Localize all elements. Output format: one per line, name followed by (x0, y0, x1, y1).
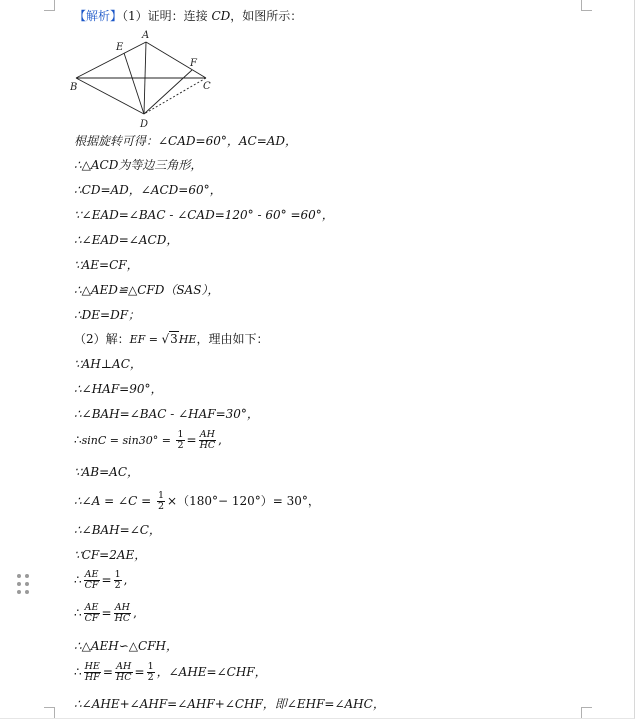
proof-line-1: 根据旋转可得：∠CAD=60°，AC=AD， (74, 134, 298, 148)
fraction-one-half: $\frac{1}{2}$ (177, 429, 184, 451)
fraction-one-half-4: $\frac{1}{2}$ (147, 661, 154, 683)
geometry-diagram (70, 26, 220, 132)
proof-line-20: ∴△AEH∽△CFH， (74, 639, 179, 653)
sqrt-symbol: √3 (161, 332, 178, 346)
proof-line-7: ∴△AED≌△CFD（SAS）， (74, 283, 220, 297)
label-a: A (142, 30, 150, 41)
proof-line-14: ∵AB=AC， (74, 465, 140, 479)
proof-line-22: ∴∠AHE+∠AHF=∠AHF+∠CHF，即∠EHF=∠AHC， (74, 697, 385, 711)
proof-line-21: ∴ $\frac{HE}{HF}$ = $\frac{AH}{HC}$ = $\frac{1}{2}$ ，∠AHE=∠CHF， (74, 661, 267, 683)
fraction-ah-hc: $\frac{AH}{HC}$ (199, 429, 216, 451)
part2-heading: （2）解：EF = √3HE，理由如下： (74, 332, 269, 346)
segment-ba (76, 42, 146, 78)
proof-line-10: ∵AH⊥AC， (74, 357, 142, 371)
proof-line-18: ∴ $\frac{AE}{CF}$ = $\frac{1}{2}$ , (74, 569, 128, 591)
segment-ac (146, 42, 206, 78)
part1-heading: 【解析】（1）证明：连接 CD，如图所示： (74, 9, 303, 23)
proof-line-6: ∵AE=CF， (74, 258, 139, 272)
proof-line-5: ∴∠EAD=∠ACD， (74, 233, 179, 247)
proof-line-16: ∴∠BAH=∠C， (74, 523, 161, 537)
fraction-ae-cf-2: $\frac{AE}{CF}$ (84, 602, 99, 624)
fraction-ah-hc-3: $\frac{AH}{HC}$ (115, 661, 132, 683)
proof-line-13: ∴sinC = sin30° = $\frac{1}{2}$ = $\frac{AH}{HC}$ , (74, 429, 222, 451)
fraction-one-half-3: $\frac{1}{2}$ (114, 569, 121, 591)
proof-line-2: ∴△ACD为等边三角形， (74, 158, 203, 172)
proof-line-3: ∴CD=AD，∠ACD=60°， (74, 183, 222, 197)
segment-fd (144, 70, 192, 114)
analysis-tag: 【解析】 (74, 9, 123, 23)
label-f: F (190, 58, 197, 69)
proof-line-11: ∴∠HAF=90°， (74, 382, 163, 396)
label-d: D (140, 119, 149, 130)
proof-line-15: ∴∠A = ∠C = $\frac{1}{2}$ ×（180°− 120°）= 30°， (74, 490, 320, 512)
fraction-one-half-2: $\frac{1}{2}$ (157, 490, 165, 512)
proof-line-17: ∵CF=2AE， (74, 548, 147, 562)
proof-line-19: ∴ $\frac{AE}{CF}$ = $\frac{AH}{HC}$ , (74, 602, 137, 624)
segment-cd-dashed (144, 78, 206, 114)
label-b: B (70, 82, 78, 93)
label-c: C (203, 81, 211, 92)
proof-line-4: ∵∠EAD=∠BAC - ∠CAD=120° - 60° =60°， (74, 208, 334, 222)
fraction-ah-hc-2: $\frac{AH}{HC}$ (114, 602, 131, 624)
fraction-ae-cf: $\frac{AE}{CF}$ (84, 569, 99, 591)
fraction-he-hf: $\frac{HE}{HF}$ (84, 661, 100, 683)
proof-line-12: ∴∠BAH=∠BAC - ∠HAF=30°， (74, 407, 259, 421)
proof-line-8: ∴DE=DF； (74, 308, 141, 322)
label-e: E (116, 42, 124, 53)
